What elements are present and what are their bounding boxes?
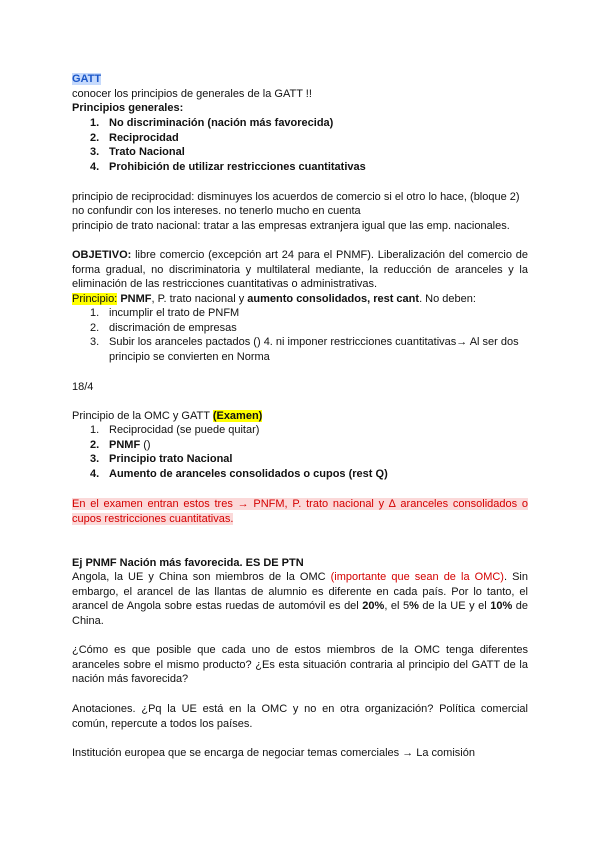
- reciprocidad-line-2: no confundir con los intereses. no tenerlo mucho en cuenta: [72, 205, 361, 217]
- omc-principios-list: [72, 423, 528, 481]
- examen-note: En el examen entran estos tres → PNFM, P. trato nacional y ∆ aranceles consolidados o cupos restricciones cuantitativas.: [72, 498, 528, 525]
- gatt-title-line: [72, 72, 528, 87]
- list-item: 3. Trato Nacional: [90, 146, 185, 158]
- list-item: 4. Aumento de aranceles consolidados o cupos (rest Q): [90, 467, 388, 480]
- list-item: 2. PNMF (): [90, 438, 151, 451]
- reciprocidad-line-1: principio de reciprocidad: disminuyes los acuerdos de comercio si el otro lo hace, (bloque 2): [72, 191, 520, 203]
- list-item: 1. incumplir el trato de PNFM: [90, 307, 240, 319]
- objetivo-label: OBJETIVO:: [72, 249, 132, 261]
- trato-nacional-line: principio de trato nacional: tratar a las empresas extranjera igual que las emp. nacionales.: [72, 220, 510, 232]
- list-item: 2. Reciprocidad: [90, 131, 179, 144]
- date-label: 18/4: [72, 381, 94, 393]
- list-item: 1. No discriminación (nación más favorecida): [90, 117, 334, 129]
- list-item: 3. Subir los aranceles pactados () 4. ni imponer restricciones cuantitativas→ Al ser dos principio se convierten en Norma: [90, 336, 519, 363]
- principio-label: Principio:: [72, 293, 118, 305]
- list-item: 1. Reciprocidad (se puede quitar): [90, 424, 260, 436]
- institucion-line: Institución europea que se encarga de negociar temas comerciales → La comisión: [72, 747, 475, 759]
- principios-list: [72, 116, 528, 174]
- list-item: 4. Prohibición de utilizar restricciones cuantitativas: [90, 160, 366, 173]
- examen-tag: (Examen): [212, 410, 263, 422]
- list-item: 3. Principio trato Nacional: [90, 453, 233, 465]
- conocer-line: conocer los principios de generales de la GATT !!: [72, 88, 312, 100]
- list-item: 2. discrimación de empresas: [90, 321, 237, 334]
- omc-intro-line: Principio de la OMC y GATT (Examen): [72, 410, 263, 422]
- ejemplo-paragraph: Angola, la UE y China son miembros de la OMC (importante que sean de la OMC). Sin embargo, el arancel de las llantas de alumnio es diferente en cada país. Por lo tanto, el arancel de Angola sobre estas ruedas de automóvil es del 20%, el 5% de la UE y el 10% de China.: [72, 571, 528, 627]
- ejemplo-heading: Ej PNMF Nación más favorecida. ES DE PTN: [72, 557, 304, 569]
- no-deben-list: [72, 306, 528, 364]
- principio-line: Principio: PNMF, P. trato nacional y aumento consolidados, rest cant. No deben:: [72, 293, 476, 305]
- principios-heading: Principios generales:: [72, 102, 184, 114]
- pregunta-paragraph: ¿Cómo es que posible que cada uno de estos miembros de la OMC tenga diferentes aranceles sobre el mismo producto? ¿Es esta situación contraria al principio del GATT de la nación más favorecida?: [72, 644, 528, 685]
- anotaciones-paragraph: Anotaciones. ¿Pq la UE está en la OMC y no en otra organización? Política comercial común, repercute a todos los países.: [72, 703, 528, 730]
- gatt-title: GATT: [72, 73, 102, 85]
- objetivo-paragraph: OBJETIVO: libre comercio (excepción art 24 para el PNMF). Liberalización del comercio de forma gradual, no discriminatoria y multilateral mediante, la reducción de aranceles y la eliminación de las restricciones cuantitativas o administrativas.: [72, 249, 528, 290]
